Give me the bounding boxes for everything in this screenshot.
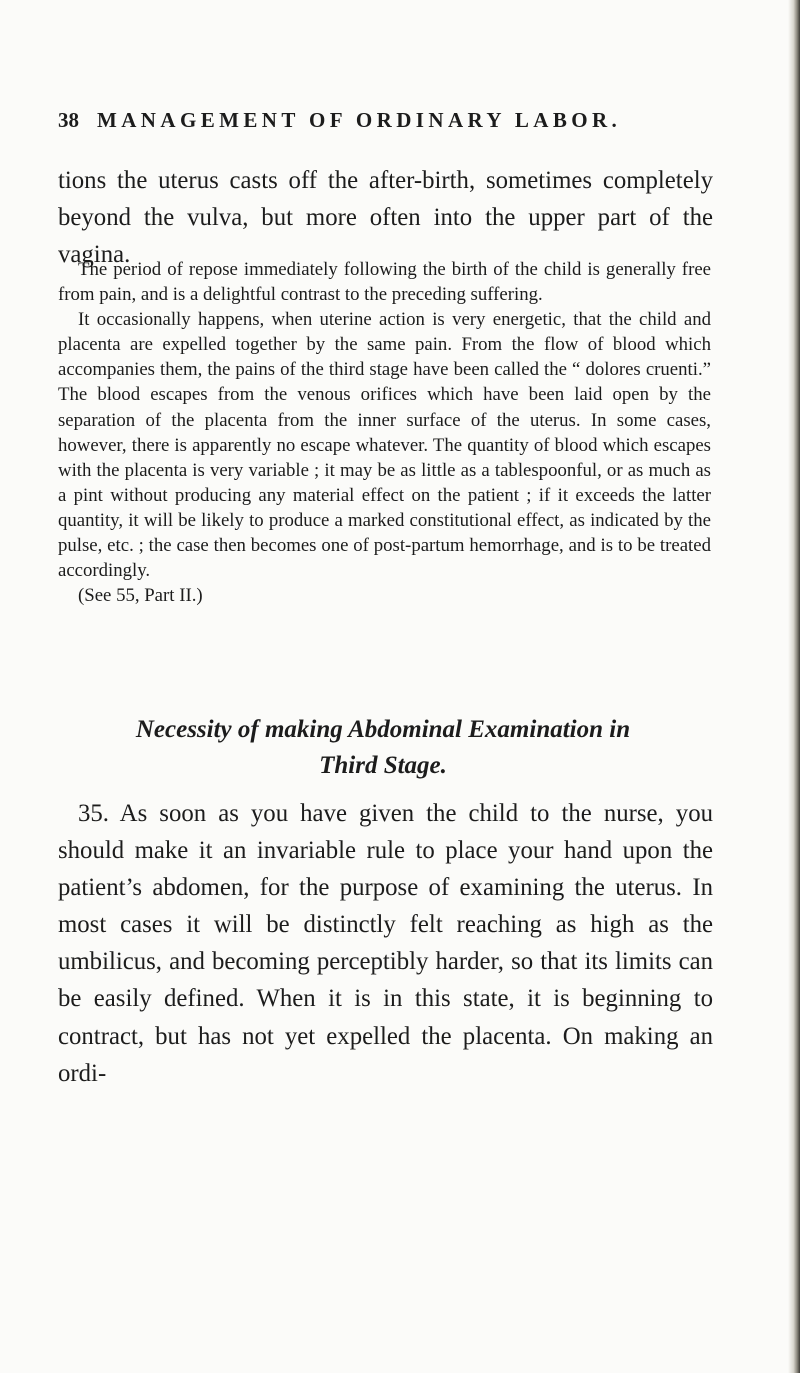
paragraph-35: 35. As soon as you have given the child to the nurse, you should make it an invariable rule to place your hand upon the patient’s abdomen, for the purpose of examining the uterus. In most cases it will be distinctly felt reaching as high as the umbilicus, and becoming perceptibly harder, so that its limits can be easily defined. When it is in this state, it is beginning to contract, but has not yet expelled the placenta. On making an ordi- bbox=[58, 800, 713, 1087]
section-body bbox=[58, 795, 713, 1092]
paragraph-repose: The period of repose immediately following the birth of the child is generally free from pain, and is a delightful contrast to the preceding suffering. bbox=[58, 259, 711, 306]
section-heading bbox=[58, 712, 708, 784]
paragraph-cross-reference: (See 55, Part II.) bbox=[78, 585, 203, 607]
small-print-block bbox=[58, 257, 711, 608]
section-heading-line-2: Third Stage. bbox=[319, 752, 447, 779]
page-number: 38 bbox=[58, 108, 79, 132]
running-header bbox=[58, 108, 698, 133]
page-edge-shadow bbox=[788, 0, 800, 1373]
section-heading-line-1: Necessity of making Abdominal Examination in bbox=[135, 716, 631, 743]
paragraph-placenta-expulsion: It occasionally happens, when uterine action is very energetic, that the child and placenta are expelled together by the same pain. From the flow of blood which accompanies them, the pains of the third stage have been called the “ dolores cruenti.” The blood escapes from the venous orifices which have been laid open by the separation of the placenta from the inner surface of the uterus. In some cases, however, there is apparently no escape whatever. The quantity of blood which escapes with the placenta is very variable ; it may be as little as a tablespoonful, or as much as a pint without producing any material effect on the patient ; if it exceeds the latter quantity, it will be likely to produce a marked constitutional effect, as indicated by the pulse, etc. ; the case then becomes one of post-partum hemorrhage, and is to be treated accordingly. bbox=[58, 309, 711, 582]
running-title: MANAGEMENT OF ORDINARY LABOR. bbox=[97, 108, 622, 132]
continued-text: tions the uterus casts off the after-birth, sometimes completely beyond the vulva, but more often into the upper part of the vagina. bbox=[58, 167, 713, 268]
